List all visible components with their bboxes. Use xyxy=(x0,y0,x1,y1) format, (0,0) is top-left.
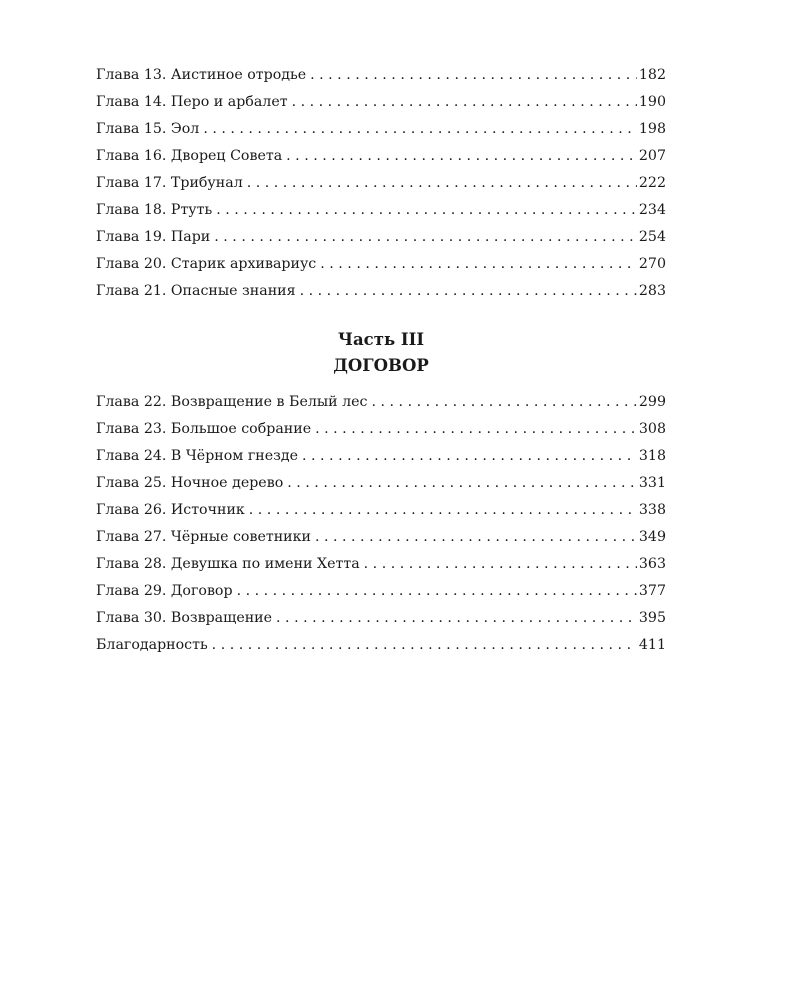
toc-entry-title: Глава 19. Пари xyxy=(96,229,211,245)
toc-leader-dots xyxy=(364,551,637,578)
toc-entry-page: 222 xyxy=(638,175,666,191)
toc-entry-page: 270 xyxy=(638,256,666,272)
toc-entry xyxy=(96,578,666,605)
toc-entry xyxy=(96,62,666,89)
toc-entry-title: Глава 24. В Чёрном гнезде xyxy=(96,448,298,464)
toc-entry-title: Глава 14. Перо и арбалет xyxy=(96,94,288,110)
part-name: ДОГОВОР xyxy=(333,356,429,375)
toc-leader-dots xyxy=(276,605,637,632)
toc-entry-title: Глава 16. Дворец Совета xyxy=(96,148,283,164)
toc-entry xyxy=(96,524,666,551)
toc-entry-page: 207 xyxy=(638,148,666,164)
toc-leader-dots xyxy=(310,62,637,89)
toc-entry xyxy=(96,251,666,278)
toc-entry-page: 363 xyxy=(638,556,666,572)
toc-entry xyxy=(96,416,666,443)
part-heading xyxy=(96,327,666,379)
toc-entry xyxy=(96,224,666,251)
toc-leader-dots xyxy=(371,389,636,416)
toc-list-part2 xyxy=(96,62,666,305)
toc-entry-title: Глава 17. Трибунал xyxy=(96,175,243,191)
toc-entry-title: Глава 25. Ночное дерево xyxy=(96,475,284,491)
toc-entry-title: Глава 22. Возвращение в Белый лес xyxy=(96,394,368,410)
toc-leader-dots xyxy=(214,224,637,251)
toc-entry-title: Глава 29. Договор xyxy=(96,583,233,599)
toc-entry-page: 411 xyxy=(638,637,666,653)
toc-entry xyxy=(96,143,666,170)
part-label: Часть III xyxy=(337,330,425,349)
toc-leader-dots xyxy=(249,497,637,524)
toc-entry-title: Глава 27. Чёрные советники xyxy=(96,529,311,545)
toc-entry xyxy=(96,632,666,659)
toc-entry-title: Глава 15. Эол xyxy=(96,121,200,137)
toc-entry-page: 377 xyxy=(638,583,666,599)
toc-entry xyxy=(96,605,666,632)
toc-entry-title: Благодарность xyxy=(96,637,208,653)
toc-entry-title: Глава 21. Опасные знания xyxy=(96,283,296,299)
toc-entry-title: Глава 18. Ртуть xyxy=(96,202,213,218)
toc-entry-page: 182 xyxy=(638,67,666,83)
toc-entry xyxy=(96,470,666,497)
toc-leader-dots xyxy=(212,632,637,659)
toc-leader-dots xyxy=(292,89,637,116)
toc-entry-title: Глава 26. Источник xyxy=(96,502,245,518)
toc-leader-dots xyxy=(315,416,637,443)
toc-entry-page: 395 xyxy=(638,610,666,626)
toc-entry-page: 254 xyxy=(638,229,666,245)
toc-leader-dots xyxy=(302,443,637,470)
toc-entry-page: 308 xyxy=(638,421,666,437)
toc-entry xyxy=(96,197,666,224)
toc-entry-page: 331 xyxy=(638,475,666,491)
toc-entry-title: Глава 20. Старик архивариус xyxy=(96,256,317,272)
toc-entry-title: Глава 30. Возвращение xyxy=(96,610,273,626)
toc-list-part3 xyxy=(96,389,666,659)
toc-leader-dots xyxy=(300,278,637,305)
toc-entry xyxy=(96,389,666,416)
toc-entry xyxy=(96,497,666,524)
toc-leader-dots xyxy=(247,170,637,197)
toc-page xyxy=(96,62,666,659)
toc-entry-title: Глава 13. Аистиное отродье xyxy=(96,67,307,83)
toc-entry-title: Глава 28. Девушка по имени Хетта xyxy=(96,556,360,572)
toc-entry-page: 198 xyxy=(638,121,666,137)
toc-entry xyxy=(96,551,666,578)
toc-leader-dots xyxy=(315,524,637,551)
toc-leader-dots xyxy=(216,197,637,224)
toc-leader-dots xyxy=(287,470,637,497)
toc-entry-page: 283 xyxy=(638,283,666,299)
toc-entry-page: 234 xyxy=(638,202,666,218)
toc-entry-page: 318 xyxy=(638,448,666,464)
toc-leader-dots xyxy=(237,578,637,605)
toc-entry xyxy=(96,116,666,143)
toc-leader-dots xyxy=(203,116,637,143)
toc-leader-dots xyxy=(286,143,637,170)
toc-leader-dots xyxy=(320,251,637,278)
toc-entry xyxy=(96,170,666,197)
toc-entry-title: Глава 23. Большое собрание xyxy=(96,421,312,437)
toc-entry-page: 190 xyxy=(638,94,666,110)
toc-entry xyxy=(96,89,666,116)
toc-entry-page: 299 xyxy=(638,394,666,410)
toc-entry xyxy=(96,278,666,305)
toc-entry xyxy=(96,443,666,470)
toc-entry-page: 349 xyxy=(638,529,666,545)
toc-entry-page: 338 xyxy=(638,502,666,518)
